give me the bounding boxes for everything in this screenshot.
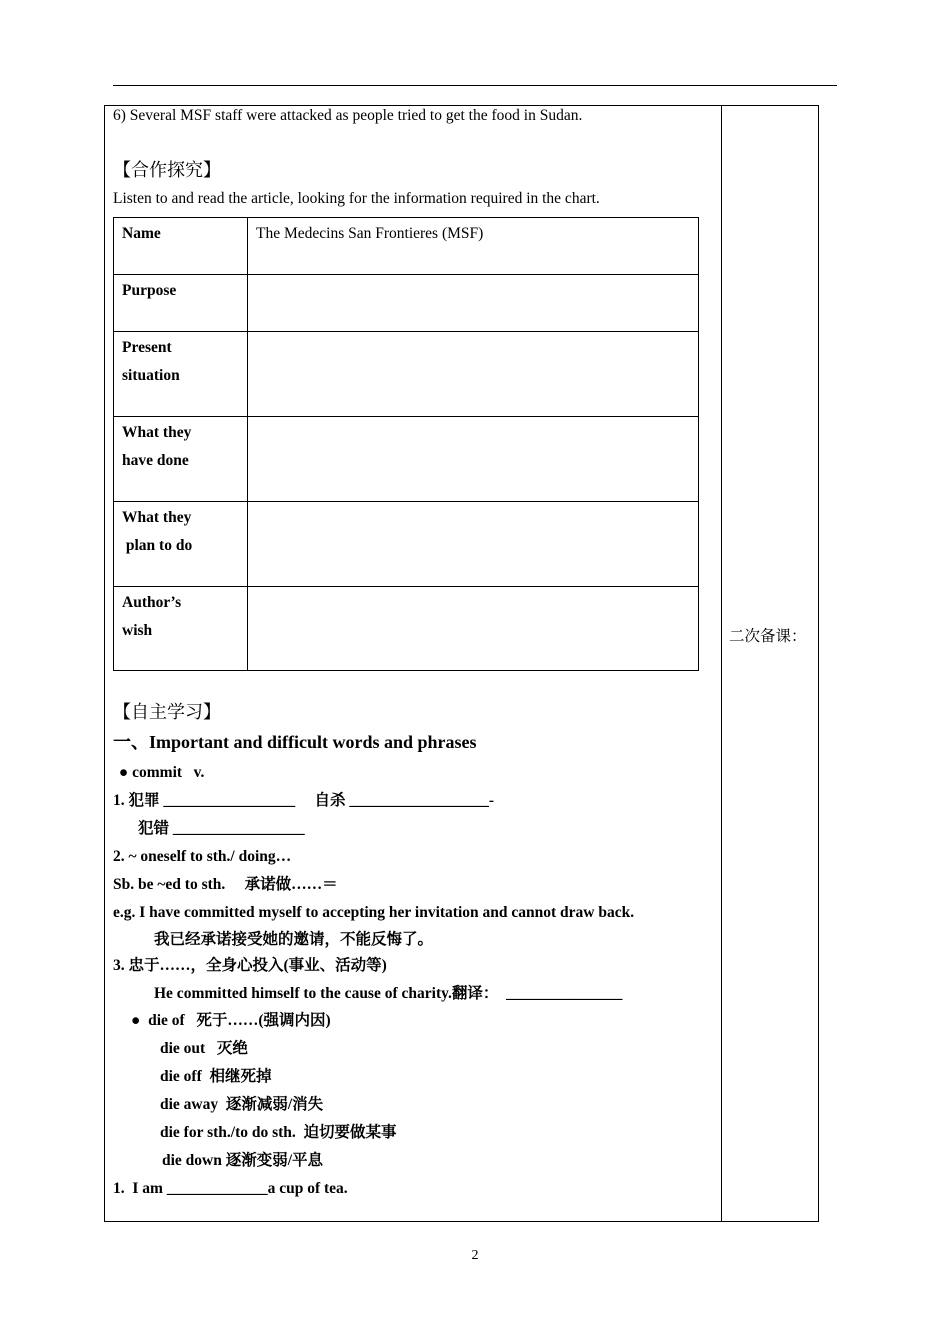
chart-label: Name [114,218,248,275]
vocab-line: 犯错 _________________ [138,820,305,837]
self-study-heading: 【自主学习】 [113,702,221,722]
vocab-line: ● die of 死于……(强调内因) [131,1012,331,1029]
chart-label: Present situation [114,332,248,417]
vocab-line: He committed himself to the cause of charity.翻译： _______________ [154,985,623,1002]
chart-value [248,502,699,587]
vocab-line: ● commit v. [115,764,205,781]
info-chart [113,217,699,671]
chart-row-done [114,417,699,502]
vocab-line: die out 灭绝 [160,1040,248,1057]
vocab-line: 2. ~ oneself to sth./ doing… [113,848,292,865]
vocab-line: Sb. be ~ed to sth. 承诺做……＝ [113,876,338,893]
coop-heading: 【合作探究】 [113,160,221,180]
chart-row-name [114,218,699,275]
chart-row-plan [114,502,699,587]
vocab-line: e.g. I have committed myself to accepting her invitation and cannot draw back. [113,904,635,921]
vocab-line: 1. I am _____________a cup of tea. [113,1180,348,1197]
chart-row-purpose [114,275,699,332]
column-divider [721,106,722,1221]
vocab-line: 3. 忠于……，全身心投入(事业、活动等) [113,957,387,974]
vocab-line: 1. 犯罪 _________________ 自杀 __________________- [113,792,495,809]
vocab-line: die down 逐渐变弱/平息 [162,1152,324,1169]
vocab-line: die away 逐渐减弱/消失 [160,1096,324,1113]
chart-value [248,275,699,332]
chart-label: What they have done [114,417,248,502]
coop-instruction: Listen to and read the article, looking for the information required in the chart. [113,190,600,207]
chart-label: Author’s wish [114,587,248,671]
page-number: 2 [471,1248,479,1263]
chart-row-present-situation [114,332,699,417]
chart-label: Purpose [114,275,248,332]
side-note: 二次备课： [729,628,807,645]
vocab-line: 我已经承诺接受她的邀请，不能反悔了。 [154,931,434,948]
chart-label: What they plan to do [114,502,248,587]
chart-value: The Medecins San Frontieres (MSF) [248,218,699,275]
header-rule [113,85,837,86]
vocab-line: die for sth./to do sth. 迫切要做某事 [160,1124,397,1141]
chart-value [248,417,699,502]
vocab-line: die off 相继死掉 [160,1068,272,1085]
section-title: 一、Important and difficult words and phrases [113,732,477,752]
chart-value [248,587,699,671]
chart-row-wish [114,587,699,671]
chart-value [248,332,699,417]
intro-line: 6) Several MSF staff were attacked as people tried to get the food in Sudan. [113,107,583,124]
